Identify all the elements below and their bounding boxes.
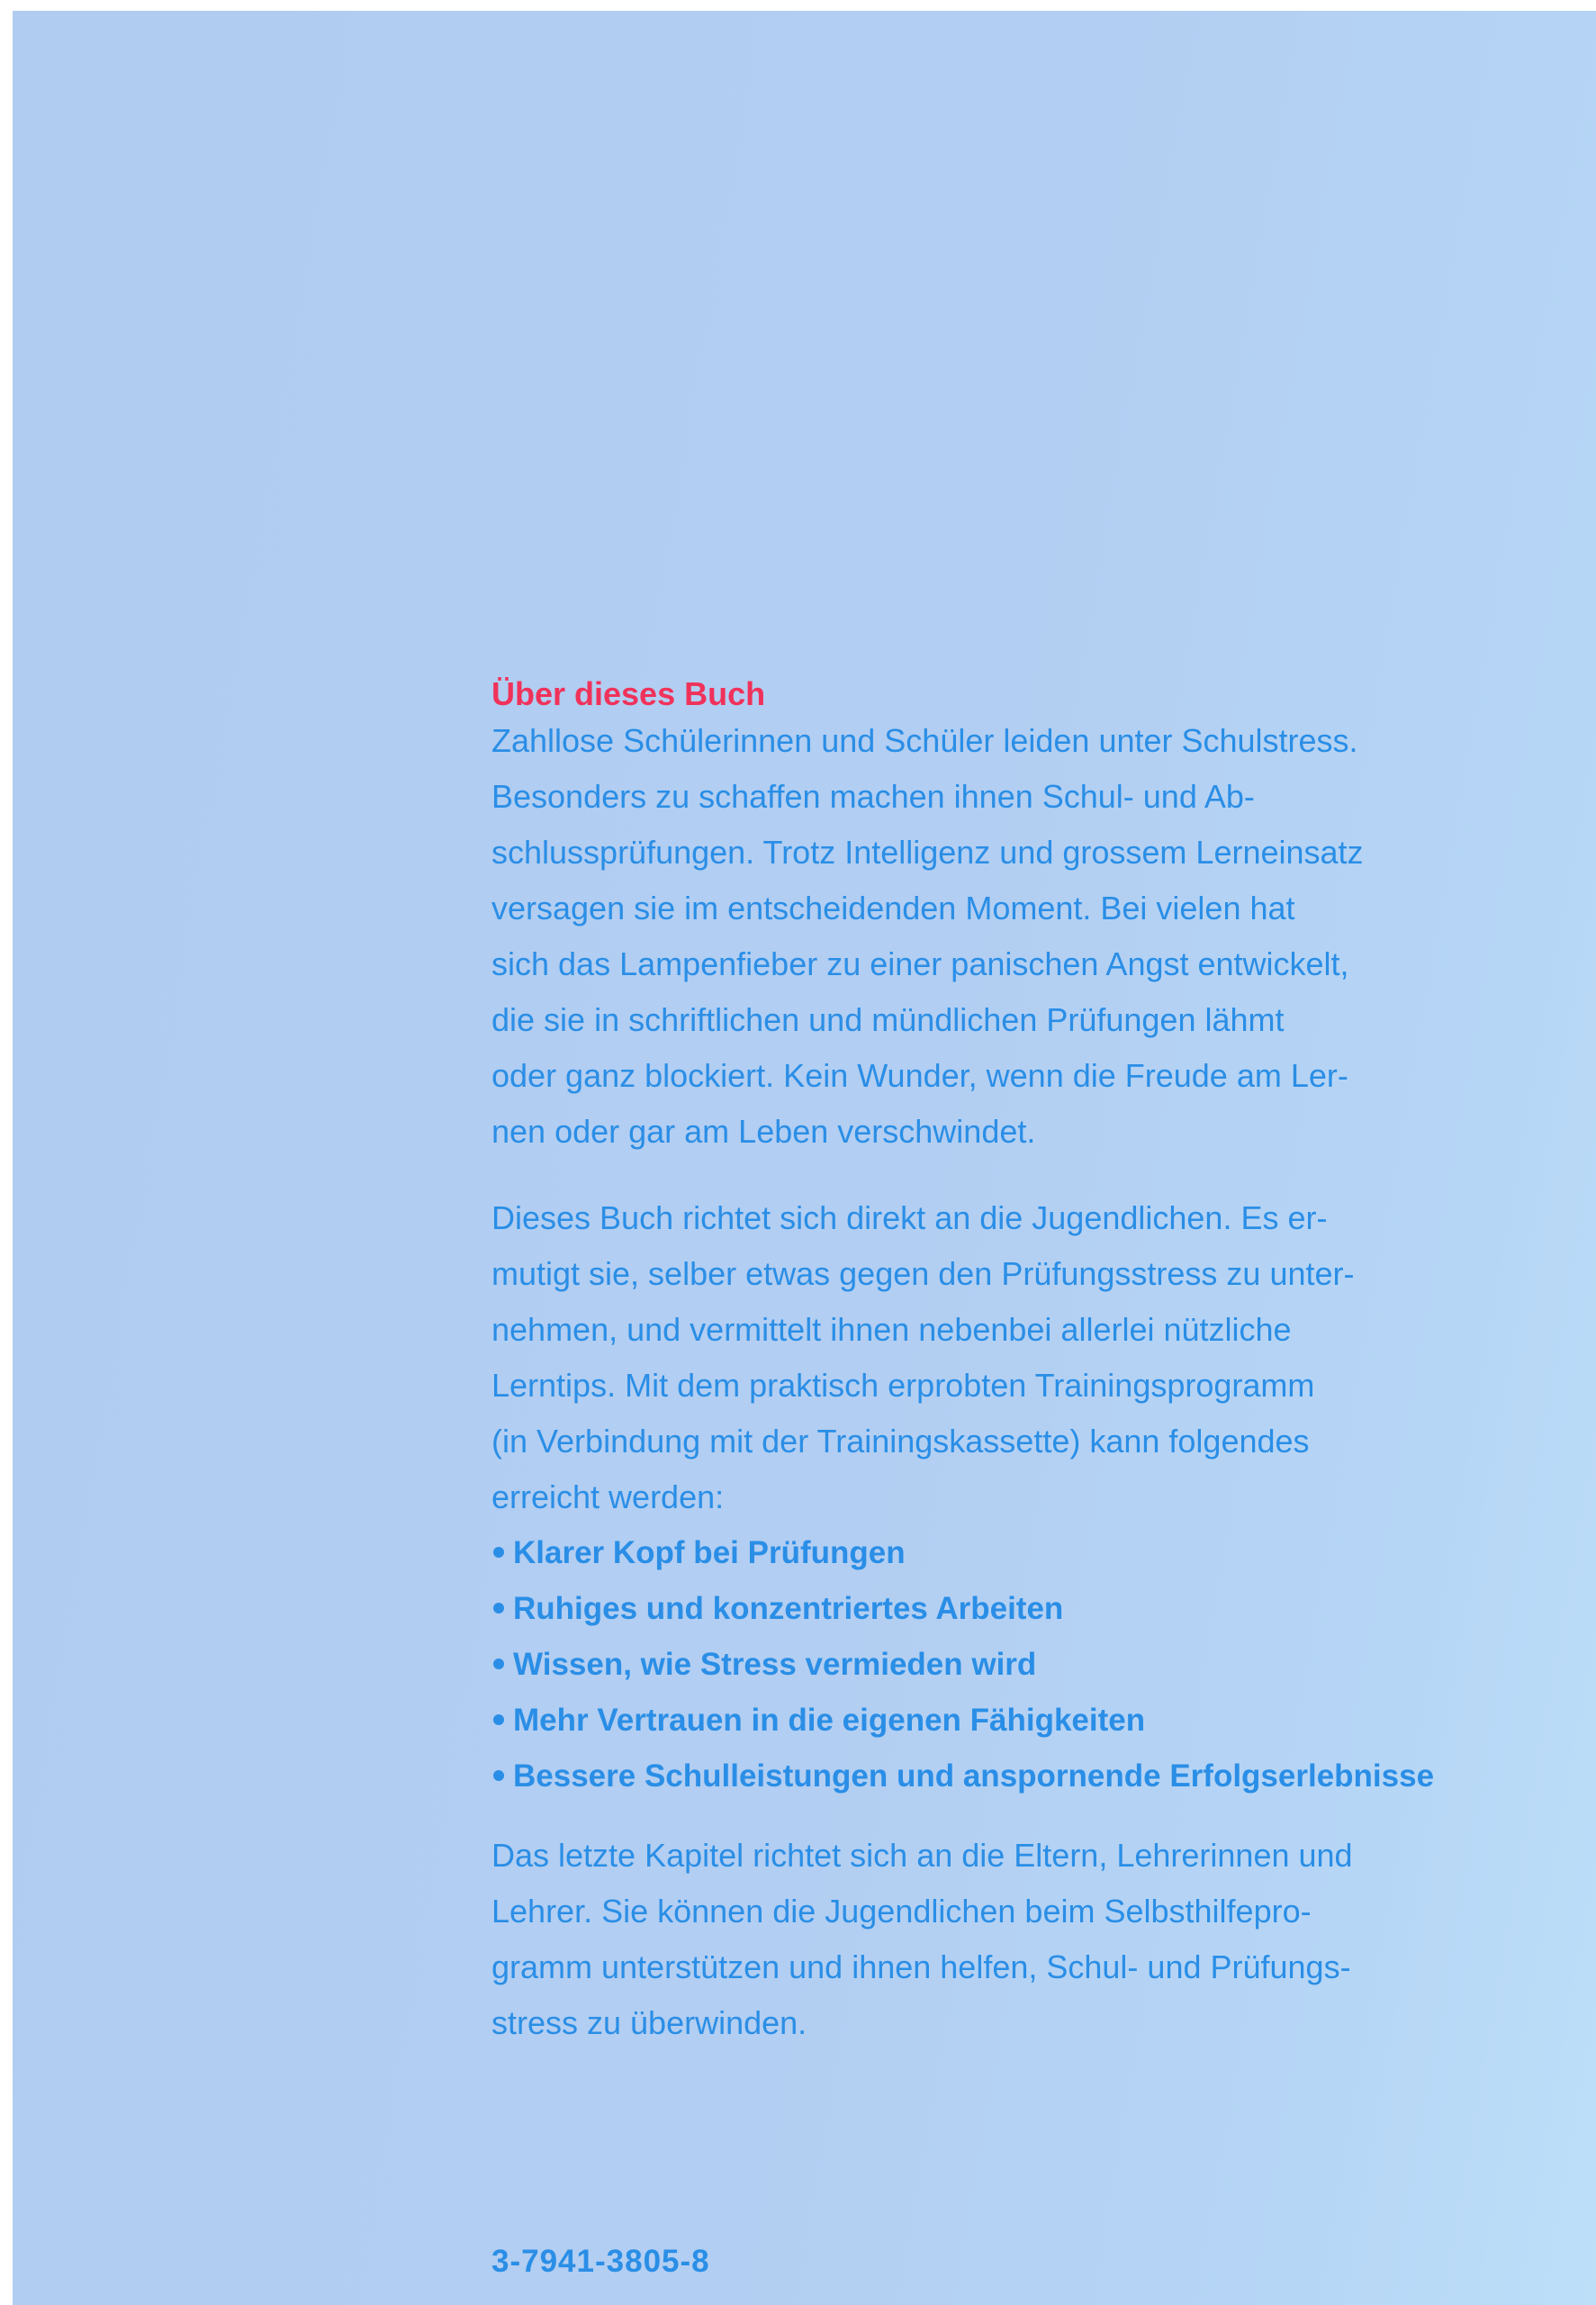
text-line: Dieses Buch richtet sich direkt an die Jugendlichen. Es er- [491,1199,1328,1236]
text-line: nehmen, und vermittelt ihnen nebenbei allerlei nützliche [491,1311,1292,1348]
list-item [491,1525,1581,1581]
bullet-icon [493,1547,504,1558]
blurb [491,659,1581,2051]
list-item-text: Klarer Kopf bei Prüfungen [513,1535,906,1570]
bullet-icon [493,1714,504,1725]
list-item-text: Bessere Schulleistungen und anspornende Erfolgserlebnisse [513,1758,1435,1794]
bullet-icon [493,1603,504,1614]
text-line: nen oder gar am Leben verschwindet. [491,1113,1036,1150]
text-line: Lehrer. Sie können die Jugendlichen beim Selbsthilfepro- [491,1893,1312,1930]
text-line: stress zu überwinden. [491,2004,807,2041]
paragraph-audience [491,1190,1581,1525]
paragraph-parents [491,1828,1581,2051]
text-line: Lerntips. Mit dem praktisch erprobten Trainingsprogramm [491,1367,1315,1404]
text-line: (in Verbindung mit der Trainingskassette) kann folgendes [491,1423,1310,1460]
paragraph-intro [491,713,1581,1160]
list-item-text: Mehr Vertrauen in die eigenen Fähigkeiten [513,1703,1146,1738]
list-item [491,1693,1581,1749]
list-item-text: Wissen, wie Stress vermieden wird [513,1647,1037,1682]
text-line: oder ganz blockiert. Kein Wunder, wenn die Freude am Ler- [491,1057,1348,1094]
text-line: sich das Lampenfieber zu einer panischen Angst entwickelt, [491,945,1349,982]
bullet-icon [493,1659,504,1669]
list-item-text: Ruhiges und konzentriertes Arbeiten [513,1591,1064,1626]
list-item [491,1581,1581,1637]
text-line: die sie in schriftlichen und mündlichen Prüfungen lähmt [491,1001,1285,1038]
list-item [491,1749,1581,1804]
text-line: versagen sie im entscheidenden Moment. Bei vielen hat [491,890,1295,927]
back-cover [13,11,1596,2305]
section-heading: Über dieses Buch [491,675,766,712]
text-line: Das letzte Kapitel richtet sich an die Eltern, Lehrerinnen und [491,1837,1353,1874]
benefits-list [491,1525,1581,1804]
text-line: erreicht werden: [491,1478,725,1515]
text-line: Zahllose Schülerinnen und Schüler leiden unter Schulstress. [491,722,1358,759]
text-line: mutigt sie, selber etwas gegen den Prüfungsstress zu unter- [491,1255,1355,1292]
text-line: gramm unterstützen und ihnen helfen, Schul- und Prüfungs- [491,1948,1351,1985]
text-line: schlussprüfungen. Trotz Intelligenz und grossem Lerneinsatz [491,834,1364,871]
list-item [491,1637,1581,1693]
bullet-icon [493,1770,504,1781]
isbn-number: 3-7941-3805-8 [491,2244,710,2279]
text-line: Besonders zu schaffen machen ihnen Schul- und Ab- [491,778,1255,815]
